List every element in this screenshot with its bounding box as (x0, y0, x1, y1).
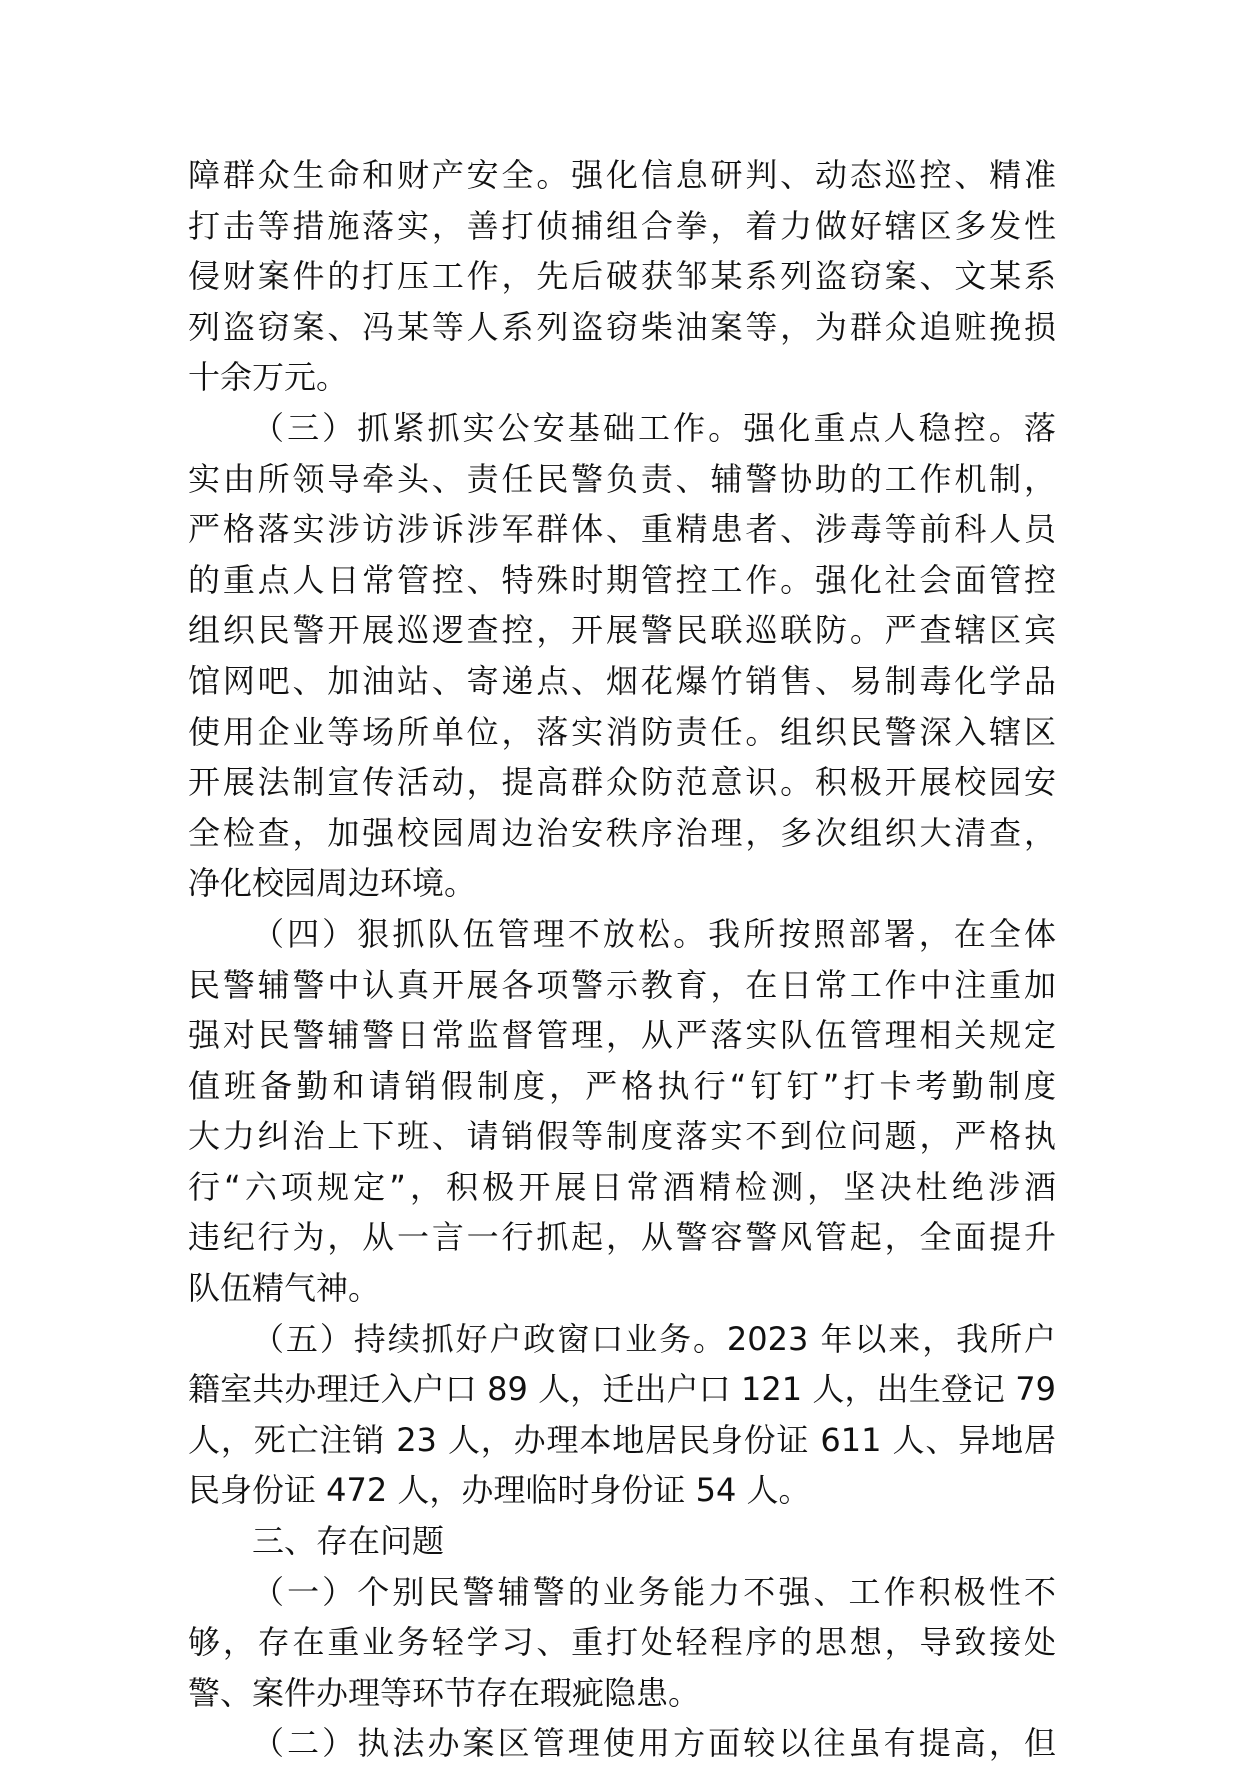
paragraph-line: 开展法制宣传活动，提高群众防范意识。积极开展校园安 (188, 763, 1056, 802)
paragraph-line: 全检查，加强校园周边治安秩序治理，多次组织大清查， (188, 813, 1056, 852)
section-title: 三、存在问题 (252, 1522, 445, 1561)
paragraph-line: 侵财案件的打压工作，先后破获邹某系列盗窃案、文某系 (188, 257, 1056, 296)
paragraph-line: 违纪行为，从一言一行抓起，从警容警风管起，全面提升 (188, 1218, 1056, 1257)
section-heading-line: （三）抓紧抓实公安基础工作。强化重点人稳控。落 (252, 408, 1056, 447)
paragraph-line: 馆网吧、加油站、寄递点、烟花爆竹销售、易制毒化学品 (188, 661, 1056, 700)
paragraph-line: 列盗窃案、冯某等人系列盗窃柴油案等，为群众追赃挽损 (188, 307, 1056, 346)
paragraph-line: 严格落实涉访涉诉涉军群体、重精患者、涉毒等前科人员 (188, 510, 1056, 549)
paragraph-line: 够，存在重业务轻学习、重打处轻程序的思想，导致接处 (188, 1623, 1056, 1662)
paragraph-line: 组织民警开展巡逻查控，开展警民联巡联防。严查辖区宾 (188, 611, 1056, 650)
paragraph-line: 使用企业等场所单位，落实消防责任。组织民警深入辖区 (188, 712, 1056, 751)
paragraph-line: 实由所领导牵头、责任民警负责、辅警协助的工作机制， (188, 459, 1056, 498)
section-heading-line: （二）执法办案区管理使用方面较以往虽有提高，但 (252, 1724, 1056, 1763)
paragraph-line: 净化校园周边环境。 (188, 864, 477, 903)
paragraph-line: 打击等措施落实，善打侦捕组合拳，着力做好辖区多发性 (188, 206, 1056, 245)
paragraph-line: 障群众生命和财产安全。强化信息研判、动态巡控、精准 (188, 156, 1056, 194)
paragraph-line: 籍室共办理迁入户口 89 人，迁出户口 121 人，出生登记 79 (188, 1370, 1056, 1409)
section-heading-line: （一）个别民警辅警的业务能力不强、工作积极性不 (252, 1572, 1056, 1611)
section-heading-line: （四）狠抓队伍管理不放松。我所按照部署，在全体 (252, 914, 1056, 953)
section-heading-line: （五）持续抓好户政窗口业务。2023 年以来，我所户 (252, 1319, 1056, 1358)
document-body (188, 150, 1056, 1769)
paragraph-line: 行“六项规定”，积极开展日常酒精检测，坚决杜绝涉酒 (188, 1167, 1056, 1206)
paragraph-line: 队伍精气神。 (188, 1269, 381, 1308)
paragraph-line: 值班备勤和请销假制度，严格执行“钉钉”打卡考勤制度 (188, 1066, 1056, 1105)
paragraph-line: 民身份证 472 人，办理临时身份证 54 人。 (188, 1471, 811, 1510)
paragraph-line: 民警辅警中认真开展各项警示教育，在日常工作中注重加 (188, 965, 1056, 1004)
paragraph-line: 的重点人日常管控、特殊时期管控工作。强化社会面管控 (188, 560, 1056, 599)
paragraph-line: 大力纠治上下班、请销假等制度落实不到位问题，严格执 (188, 1117, 1056, 1156)
paragraph-line: 人，死亡注销 23 人，办理本地居民身份证 611 人、异地居 (188, 1420, 1056, 1459)
paragraph-line: 警、案件办理等环节存在瑕疵隐患。 (188, 1673, 701, 1712)
paragraph-line: 强对民警辅警日常监督管理，从严落实队伍管理相关规定 (188, 1016, 1056, 1055)
paragraph-line: 十余万元。 (188, 358, 349, 397)
